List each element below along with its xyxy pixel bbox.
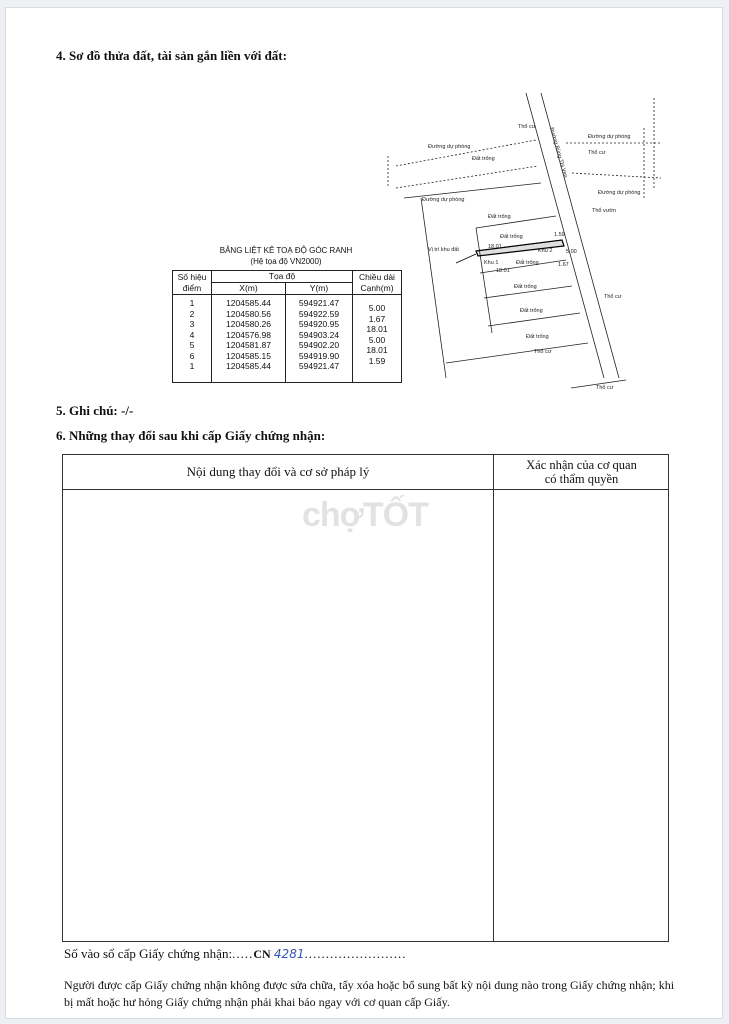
x-cell: 1204585.44: [226, 361, 271, 371]
map-label: Khu 2: [538, 248, 553, 254]
point-cell: 6: [189, 350, 195, 361]
map-label: Thổ cư: [604, 294, 622, 300]
col-edge-line1: Chiều dài: [359, 271, 395, 282]
y-cell: 594922.59: [298, 308, 340, 319]
y-cell: 594903.24: [298, 329, 340, 340]
registry-dots: .....: [232, 946, 254, 961]
map-label: Vị trí khu đất: [428, 247, 459, 253]
registry-dots-after: ........................: [304, 946, 407, 961]
map-label: Đất trống: [472, 156, 495, 162]
point-cell: 5: [189, 340, 195, 350]
lot-line: [446, 343, 588, 363]
boundary-line: [421, 198, 446, 378]
easement-line: [572, 173, 661, 178]
col-edge-line2: Cạnh(m): [360, 282, 394, 293]
map-label: Thổ cư: [588, 150, 606, 156]
x-cell: 1204576.98: [226, 329, 271, 340]
col-x-header: X(m): [212, 283, 286, 295]
easement-line: [396, 166, 538, 188]
map-label: Đường dự phòng: [588, 134, 631, 140]
coordinate-table-title: [171, 245, 401, 267]
registry-number: 4281: [273, 947, 305, 961]
y-column: [286, 295, 353, 383]
section-6-title: 6. Những thay đổi sau khi cấp Giấy chứng nhận:: [56, 428, 326, 443]
point-cell: 2: [189, 308, 195, 319]
y-cell: 594921.47: [298, 361, 340, 371]
x-cell: 1204585.15: [226, 350, 271, 361]
col-point-header: [173, 271, 212, 295]
map-label: Đường dự phòng: [598, 190, 641, 196]
map-label: Đường dự phòng: [422, 197, 465, 203]
footer-note: Người được cấp Giấy chứng nhận không được sửa chữa, tẩy xóa hoặc bổ sung bất kỳ nội dung nào trong Giấy chứng nhận; khi bị mất hoặc hư hỏng Giấy chứng nhận phải khai báo ngay với cơ quan cấp Giấy.: [64, 978, 675, 1009]
section-4-title: 4. Sơ đồ thửa đất, tài sản gắn liền với đất:: [56, 48, 287, 63]
col-point-line1: Số hiệu: [177, 271, 207, 282]
map-label: Đường Bùng Thị Ven: [548, 126, 569, 179]
confirm-header-line2: có thẩm quyền: [544, 472, 619, 486]
map-label: Đất trống: [514, 284, 537, 290]
point-cell: 3: [189, 319, 195, 329]
y-cell: 594920.95: [298, 319, 340, 329]
map-label: Đất trống: [488, 214, 511, 220]
x-cell: 1204585.44: [226, 298, 271, 308]
x-cell: 1204580.56: [226, 308, 271, 319]
coordinate-table: [172, 270, 402, 383]
x-cell: 1204581.87: [226, 340, 271, 350]
point-cell: 1: [189, 361, 195, 371]
map-label: 1.59: [554, 232, 565, 238]
registry-prefix: CN: [253, 947, 271, 961]
edge-cell: 18.01: [366, 324, 388, 334]
changes-content-header: Nội dung thay đổi và cơ sở pháp lý: [186, 464, 370, 479]
map-label: Khu 1: [484, 260, 499, 266]
point-column: [173, 295, 212, 383]
certificate-page: [6, 8, 722, 1018]
map-label: Đất trống: [500, 234, 523, 240]
watermark-logo: chợTỐT: [302, 496, 428, 534]
coordinate-table-subtitle: (Hệ tọa độ VN2000): [250, 257, 322, 266]
y-cell: 594902.20: [298, 340, 340, 350]
location-pointer: [456, 254, 476, 263]
registry-line: [64, 946, 406, 962]
registry-label: Số vào sổ cấp Giấy chứng nhận:: [64, 946, 233, 961]
edge-cell: 1.67: [368, 313, 386, 324]
map-label: 1.67: [558, 262, 569, 268]
y-cell: 594921.47: [298, 298, 340, 308]
map-label: Đất trống: [516, 260, 539, 266]
col-coord-header: Tọa độ: [212, 271, 353, 283]
section-5-title: 5. Ghi chú: -/-: [56, 403, 134, 418]
point-cell: 1: [189, 298, 195, 308]
col-y-header: Y(m): [286, 283, 353, 295]
boundary-line: [404, 183, 541, 198]
edge-cell: 5.00: [368, 303, 386, 313]
map-label: Thổ cư: [596, 385, 614, 391]
edge-cell: 5.00: [368, 334, 386, 345]
changes-table-divider: [493, 455, 494, 941]
y-cell: 594919.90: [298, 350, 340, 361]
map-label: Thổ cư: [518, 124, 536, 130]
map-label: Thổ vườn: [592, 208, 617, 214]
edge-cell: 1.59: [368, 355, 386, 366]
map-label: 5.00: [566, 249, 577, 255]
x-column: [212, 295, 286, 383]
map-label: Đường dự phòng: [428, 144, 471, 150]
edge-cell: 18.01: [366, 345, 388, 355]
map-label: 18.01: [488, 244, 502, 250]
confirm-header-line1: Xác nhận của cơ quan: [526, 458, 637, 472]
map-label: 18.01: [496, 268, 510, 274]
coordinate-table-heading: BẢNG LIỆT KÊ TOẠ ĐỘ GÓC RANH: [219, 246, 353, 255]
x-cell: 1204580.26: [226, 319, 271, 329]
changes-confirm-header: [493, 458, 670, 486]
col-point-line2: điểm: [182, 282, 202, 293]
point-cell: 4: [189, 329, 195, 340]
lot-line: [488, 313, 580, 326]
map-label: Thổ cư: [534, 349, 552, 355]
parcel-map: [376, 88, 676, 398]
map-label: Đất trống: [526, 334, 549, 340]
map-label: Đất trống: [520, 308, 543, 314]
